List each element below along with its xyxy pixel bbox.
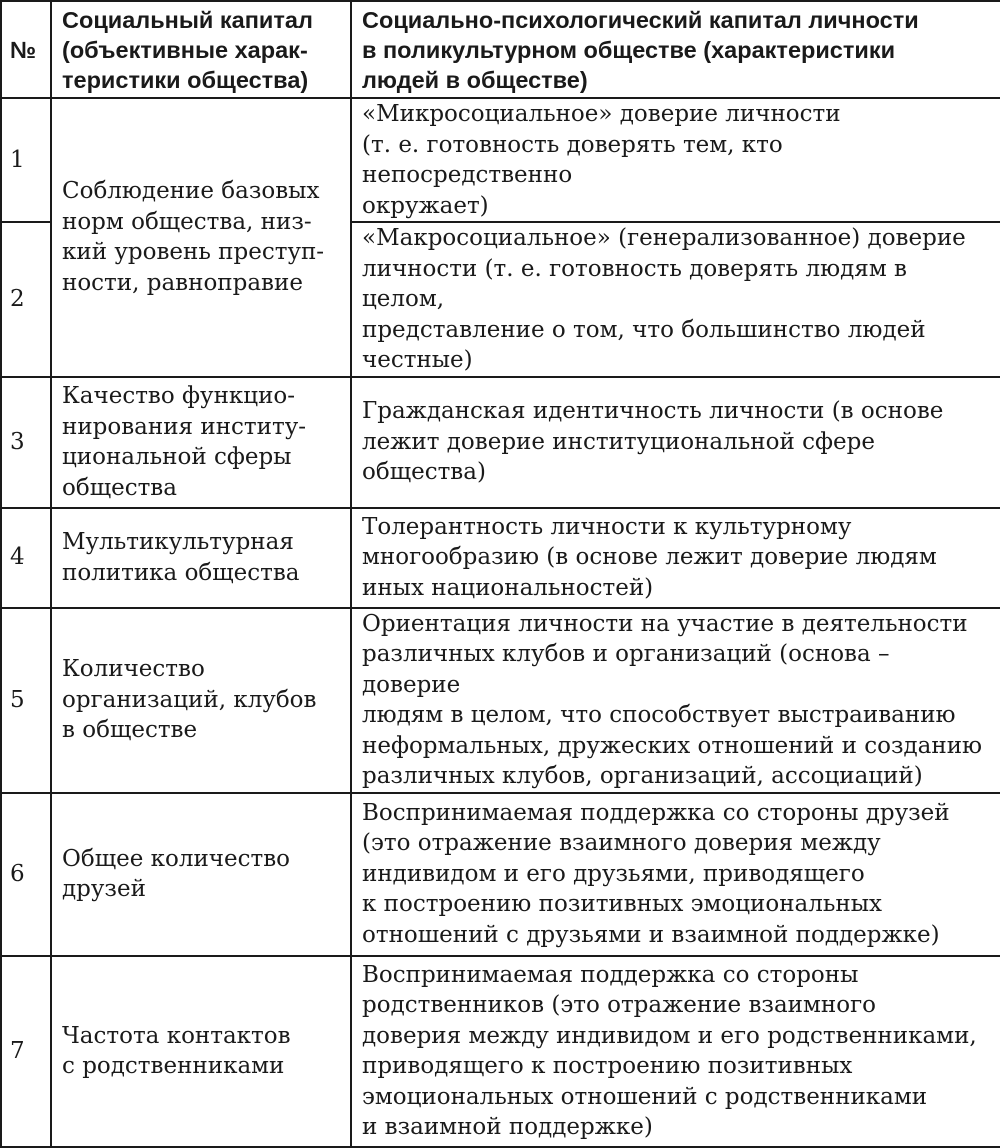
cell-line: Гражданская идентичность личности (в основе [362, 398, 944, 425]
cell-line: отношений с друзьями и взаимной поддержке) [362, 921, 940, 948]
psych-cell [351, 956, 1000, 1147]
row-number: 4 [1, 508, 51, 608]
cell-line: Частота контактов [62, 1022, 291, 1049]
social-cell [51, 377, 351, 508]
header-psych-line: Социально-психологический капитал личности [362, 6, 919, 33]
cell-line: Толерантность личности к культурному [362, 513, 852, 540]
social-cell [51, 793, 351, 956]
cell-line: кий уровень преступ- [62, 239, 325, 266]
cell-line: Воспринимаемая поддержка со стороны [362, 961, 859, 988]
cell-line: Соблюдение базовых [62, 178, 320, 205]
table-row [1, 508, 1000, 608]
cell-line: организаций, клубов [62, 686, 317, 713]
social-cell [51, 608, 351, 793]
cell-line: окружает) [362, 192, 489, 219]
cell-line: «Макросоциальное» (генерализованное) доверие [362, 225, 966, 251]
psych-cell [351, 608, 1000, 793]
cell-line: «Микросоциальное» доверие личности [362, 101, 841, 127]
cell-line: Общее количество [62, 845, 291, 872]
cell-line: и взаимной поддержке) [362, 1114, 653, 1140]
psych-cell [351, 508, 1000, 608]
table-row [1, 956, 1000, 1147]
cell-line: доверия между индивидом и его родственниками, [362, 1022, 977, 1049]
header-psych-line: людей в обществе) [362, 66, 588, 93]
header-social-line: Социальный капитал [62, 6, 313, 33]
cell-line: людям в целом, что способствует выстраиванию [362, 702, 956, 728]
cell-line: норм общества, низ- [62, 208, 312, 235]
cell-line: эмоциональных отношений с родственниками [362, 1083, 928, 1110]
social-cell [51, 956, 351, 1147]
cell-line: различных клубов и организаций (основа – доверие [362, 641, 890, 698]
cell-line: неформальных, дружеских отношений и созданию [362, 732, 983, 759]
cell-line: с родственниками [62, 1053, 285, 1079]
cell-line: родственников (это отражение взаимного [362, 992, 876, 1018]
cell-line: индивидом и его друзьями, приводящего [362, 860, 865, 887]
cell-line: иных национальностей) [362, 574, 654, 601]
psych-cell [351, 377, 1000, 508]
header-row [1, 1, 1000, 98]
header-psych-capital [351, 1, 1000, 98]
cell-line: к построению позитивных эмоциональных [362, 891, 882, 918]
cell-line: нирования институ- [62, 413, 306, 440]
cell-line: Ориентация личности на участие в деятельности [362, 610, 968, 637]
psych-cell [351, 793, 1000, 956]
row-number: 6 [1, 793, 51, 956]
cell-line: честные) [362, 347, 473, 373]
cell-line: общества [62, 474, 177, 501]
cell-line: представление о том, что большинство людей [362, 316, 926, 343]
table-row [1, 377, 1000, 508]
cell-line: Воспринимаемая поддержка со стороны друзей [362, 799, 950, 826]
header-social-line: теристики общества) [62, 66, 309, 93]
header-number: № [1, 1, 51, 98]
table-row [1, 793, 1000, 956]
row-number: 7 [1, 956, 51, 1147]
cell-line: политика общества [62, 559, 300, 586]
psych-cell [351, 98, 1000, 222]
cell-line: Количество [62, 656, 205, 683]
cell-line: приводящего к построению позитивных [362, 1053, 853, 1079]
cell-line: циональной сферы [62, 444, 292, 470]
cell-line: Качество функцио- [62, 383, 296, 409]
header-social-capital [51, 1, 351, 98]
cell-line: лежит доверие институциональной сфере [362, 428, 875, 455]
cell-line: многообразию (в основе лежит доверие людям [362, 544, 937, 571]
header-social-line: (объективные харак- [62, 36, 308, 63]
row-number: 2 [1, 222, 51, 377]
cell-line: (это отражение взаимного доверия между [362, 830, 881, 857]
header-psych-line: в поликультурном обществе (характеристики [362, 36, 896, 63]
cell-line: (т. е. готовность доверять тем, кто непосредственно [362, 131, 783, 188]
cell-line: ности, равноправие [62, 269, 303, 296]
cell-line: друзей [62, 876, 146, 902]
cell-line: различных клубов, организаций, ассоциаций) [362, 763, 923, 789]
row-number: 3 [1, 377, 51, 508]
table-row [1, 98, 1000, 222]
row-number: 1 [1, 98, 51, 222]
table-row [1, 608, 1000, 793]
psych-cell [351, 222, 1000, 377]
row-number: 5 [1, 608, 51, 793]
cell-line: общества) [362, 459, 486, 486]
cell-line: личности (т. е. готовность доверять людям в целом, [362, 255, 907, 312]
social-cell [51, 508, 351, 608]
cell-line: Мультикультурная [62, 529, 294, 555]
merged-social-cell [51, 98, 351, 377]
cell-line: в обществе [62, 717, 198, 744]
